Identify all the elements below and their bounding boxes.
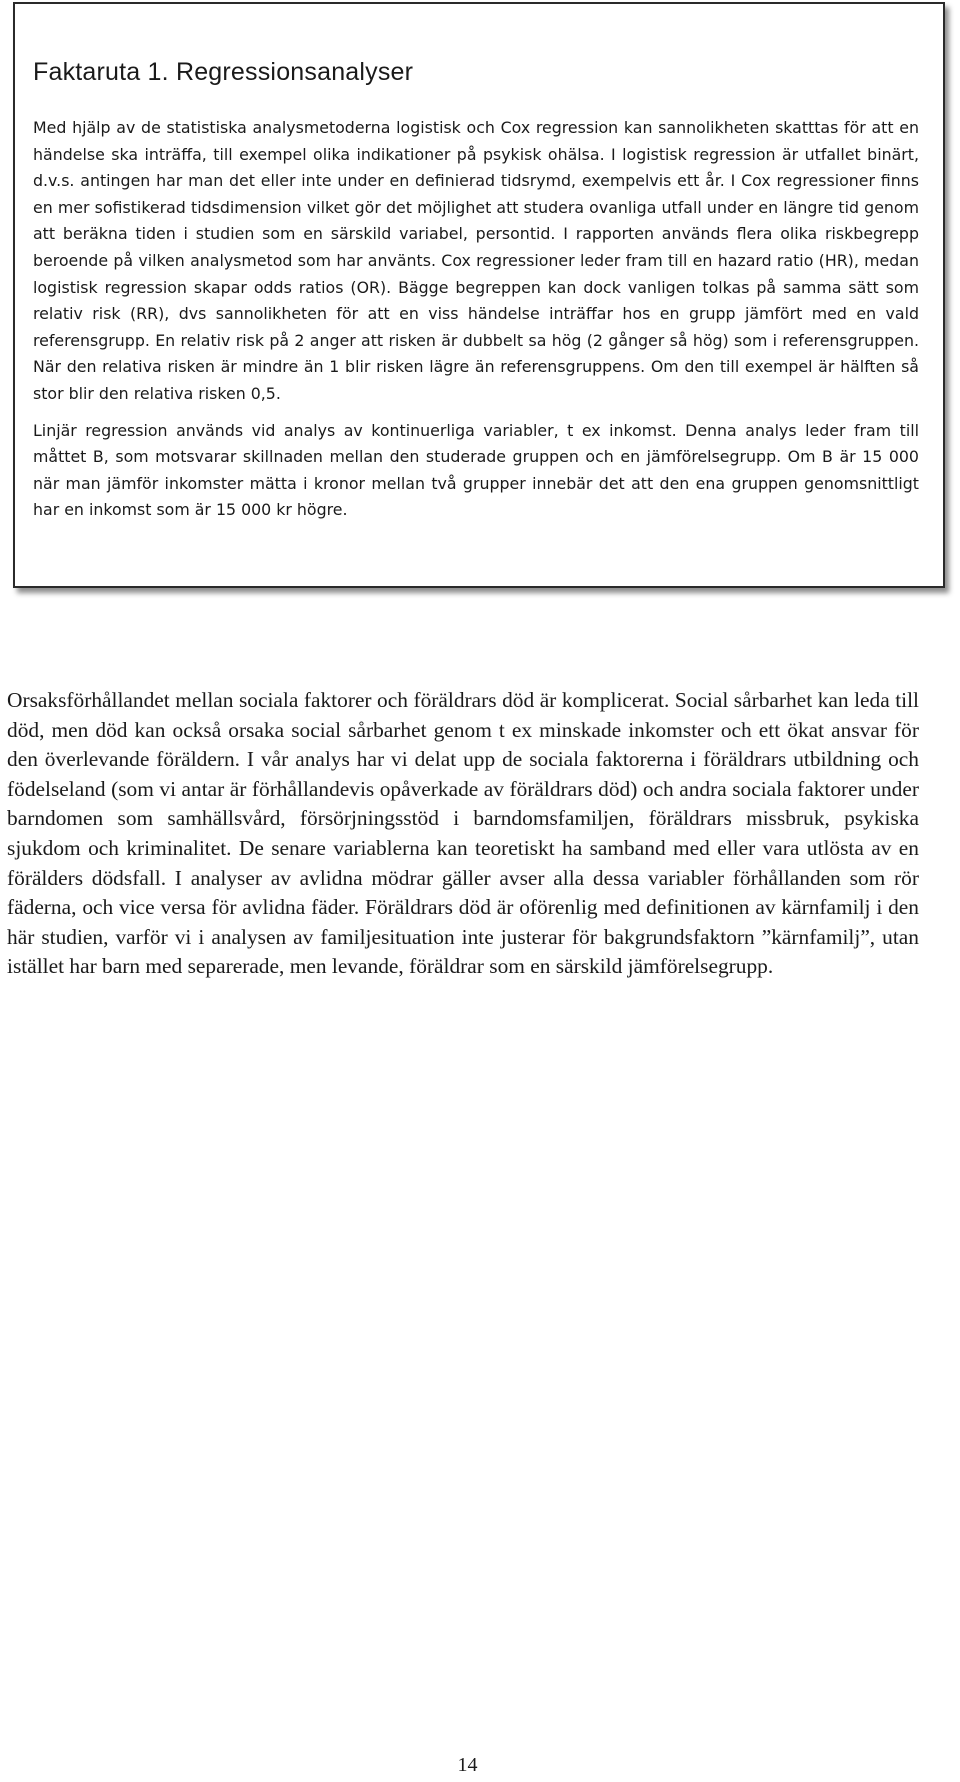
page-number: 14 [457, 1754, 478, 1776]
fact-box-title: Faktaruta 1. Regressionsanalyser [33, 58, 414, 86]
body-paragraph: Orsaksförhållandet mellan sociala faktorer och föräldrars död är komplicerat. Social sårbarhet kan leda till död, men död kan också orsaka social sårbarhet genom t ex minskade inkomster och ett ökat ansvar för den överlevande föräldern. I vår analys har vi delat upp de sociala faktorerna i föräldrars utbildning och födelseland (som vi antar är förhållandevis opåverkade av föräldrars död) och andra sociala faktorer under barndomen som samhällsvård, försörjningsstöd i barndomsfamiljen, föräldrars missbruk, psykiska sjukdom och kriminalitet. De senare variablerna kan teoretiskt ha samband med eller vara utlösta av en förälders dödsfall. I analyser av avlidna mödrar gäller avser alla dessa variabler förhållanden som rör fäderna, och vice versa för avlidna fäder. Föräldrars död är oförenlig med definitionen av kärnfamilj i den här studien, varför vi i analysen av familjesituation inte justerar för bakgrundsfaktorn ”kärnfamilj”, utan istället har barn med separerade, men levande, föräldrar som en särskild jämförelsegrupp. [7, 688, 919, 979]
fact-box-paragraph: Med hjälp av de statistiska analysmetoderna logistisk och Cox regression kan sannolikheten skatttas för att en händelse ska inträffa, till exempel olika indikationer på psykisk ohälsa. I logistisk regression är utfallet binärt, d.v.s. antingen har man det eller inte under en definierad tidsrymd, exempelvis ett år. I Cox regressioner finns en mer sofistikerad tidsdimension vilket gör det möjlighet att studera ovanliga utfall under en längre tid genom att beräkna tiden i studien som en särskild variabel, persontid. I rapporten används flera olika riskbegrepp beroende på vilken analysmetod som har använts. Cox regressioner leder fram till en hazard ratio (HR), medan logistisk regression skapar odds ratios (OR). Bägge begreppen kan dock vanligen tolkas på samma sätt som relativ risk (RR), dvs sannolikheten för att en viss händelse inträffar hos en grupp jämfört med en vald referensgrupp. En relativ risk på 2 anger att risken är dubbelt sa hög (2 gånger så hög) som i referensgruppen. När den relativa risken är mindre än 1 blir risken lägre än referensgruppens. Om den till exempel är hälften så stor blir den relativa risken 0,5. [33, 118, 919, 403]
fact-box-paragraph: Linjär regression används vid analys av kontinuerliga variabler, t ex inkomst. Denna analys leder fram till måttet B, som motsvarar skillnaden mellan den studerade gruppen och en jämförelsegrupp. Om B är 15 000 när man jämför inkomster mätta i kronor mellan två grupper innebär det att den ena gruppen genomsnittligt har en inkomst som är 15 000 kr högre. [33, 420, 919, 520]
fact-box [13, 2, 945, 588]
